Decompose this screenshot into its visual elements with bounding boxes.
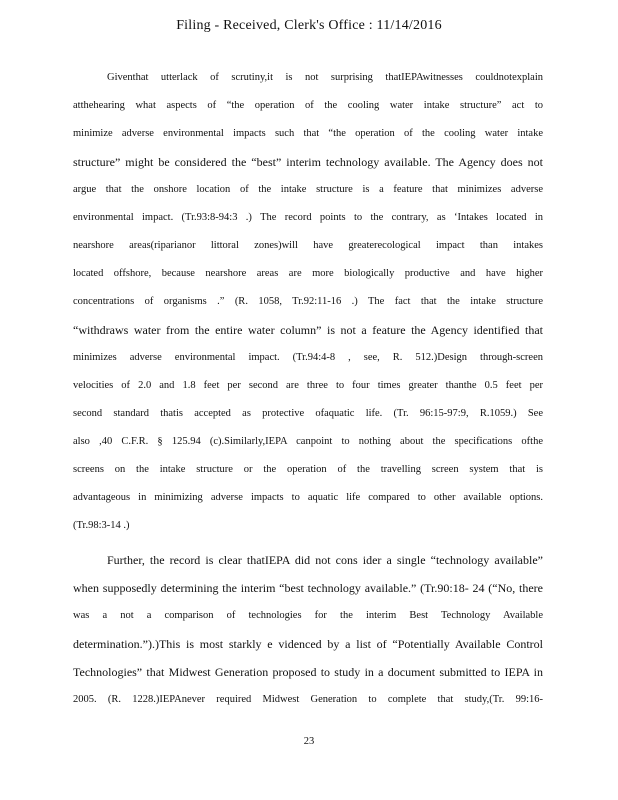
text-line: atthehearing what aspects of “the operation of the cooling water intake structure” act to <box>73 100 543 111</box>
text-line: when supposedly determining the interim “best technology available.” (Tr.90:18- 24 (“No, there <box>73 581 543 595</box>
text-line: structure” might be considered the “best” interim technology available. The Agency does not <box>73 155 543 169</box>
text-line: “withdraws water from the entire water column” is not a feature the Agency identified that <box>73 323 543 337</box>
text-line: velocities of 2.0 and 1.8 feet per second are three to four times greater thanthe 0.5 feet per <box>73 380 543 391</box>
text-line: Technologies” that Midwest Generation proposed to study in a document submitted to IEPA in <box>73 665 543 679</box>
text-line: Further, the record is clear thatIEPA did not cons ider a single “technology available” <box>107 553 543 567</box>
body-text <box>73 70 543 720</box>
text-line: screens on the intake structure or the operation of the travelling screen system that is <box>73 464 543 475</box>
page-number: 23 <box>303 736 315 747</box>
text-line: was a not a comparison of technologies for the interim Best Technology Available <box>73 610 543 621</box>
text-line: concentrations of organisms .” (R. 1058, Tr.92:11-16 .) The fact that the intake structure <box>73 296 543 307</box>
text-line: located offshore, because nearshore areas are more biologically productive and have higher <box>73 268 543 279</box>
filing-stamp-header: Filing - Received, Clerk's Office : 11/14/2016 <box>176 18 442 33</box>
paragraph <box>73 70 543 546</box>
paragraph <box>73 552 543 720</box>
text-line: environmental impact. (Tr.93:8-94:3 .) The record points to the contrary, as ‘Intakes located in <box>73 212 543 223</box>
text-line: argue that the onshore location of the intake structure is a feature that minimizes adverse <box>73 184 543 195</box>
text-line: 2005. (R. 1228.)IEPAnever required Midwest Generation to complete that study,(Tr. 99:16- <box>73 694 543 705</box>
text-line: advantageous in minimizing adverse impacts to aquatic life compared to other available options. <box>73 492 543 503</box>
text-line: also ,40 C.F.R. § 125.94 (c).Similarly,IEPA canpoint to nothing about the specifications ofthe <box>73 436 543 447</box>
text-line: Giventhat utterlack of scrutiny,it is not surprising thatIEPAwitnesses couldnotexplain <box>107 72 543 83</box>
text-line: determination.”).)This is most starkly e videnced by a list of “Potentially Available Control <box>73 637 543 651</box>
text-line: nearshore areas(riparianor littoral zones)will have greaterecological impact than intakes <box>73 240 543 251</box>
text-line: (Tr.98:3-14 .) <box>73 520 130 531</box>
text-line: minimize adverse environmental impacts such that “the operation of the cooling water intake <box>73 128 543 139</box>
text-line: second standard thatis accepted as protective ofaquatic life. (Tr. 96:15-97:9, R.1059.) See <box>73 408 543 419</box>
text-line: minimizes adverse environmental impact. (Tr.94:4-8 , see, R. 512.)Design through-screen <box>73 352 543 363</box>
